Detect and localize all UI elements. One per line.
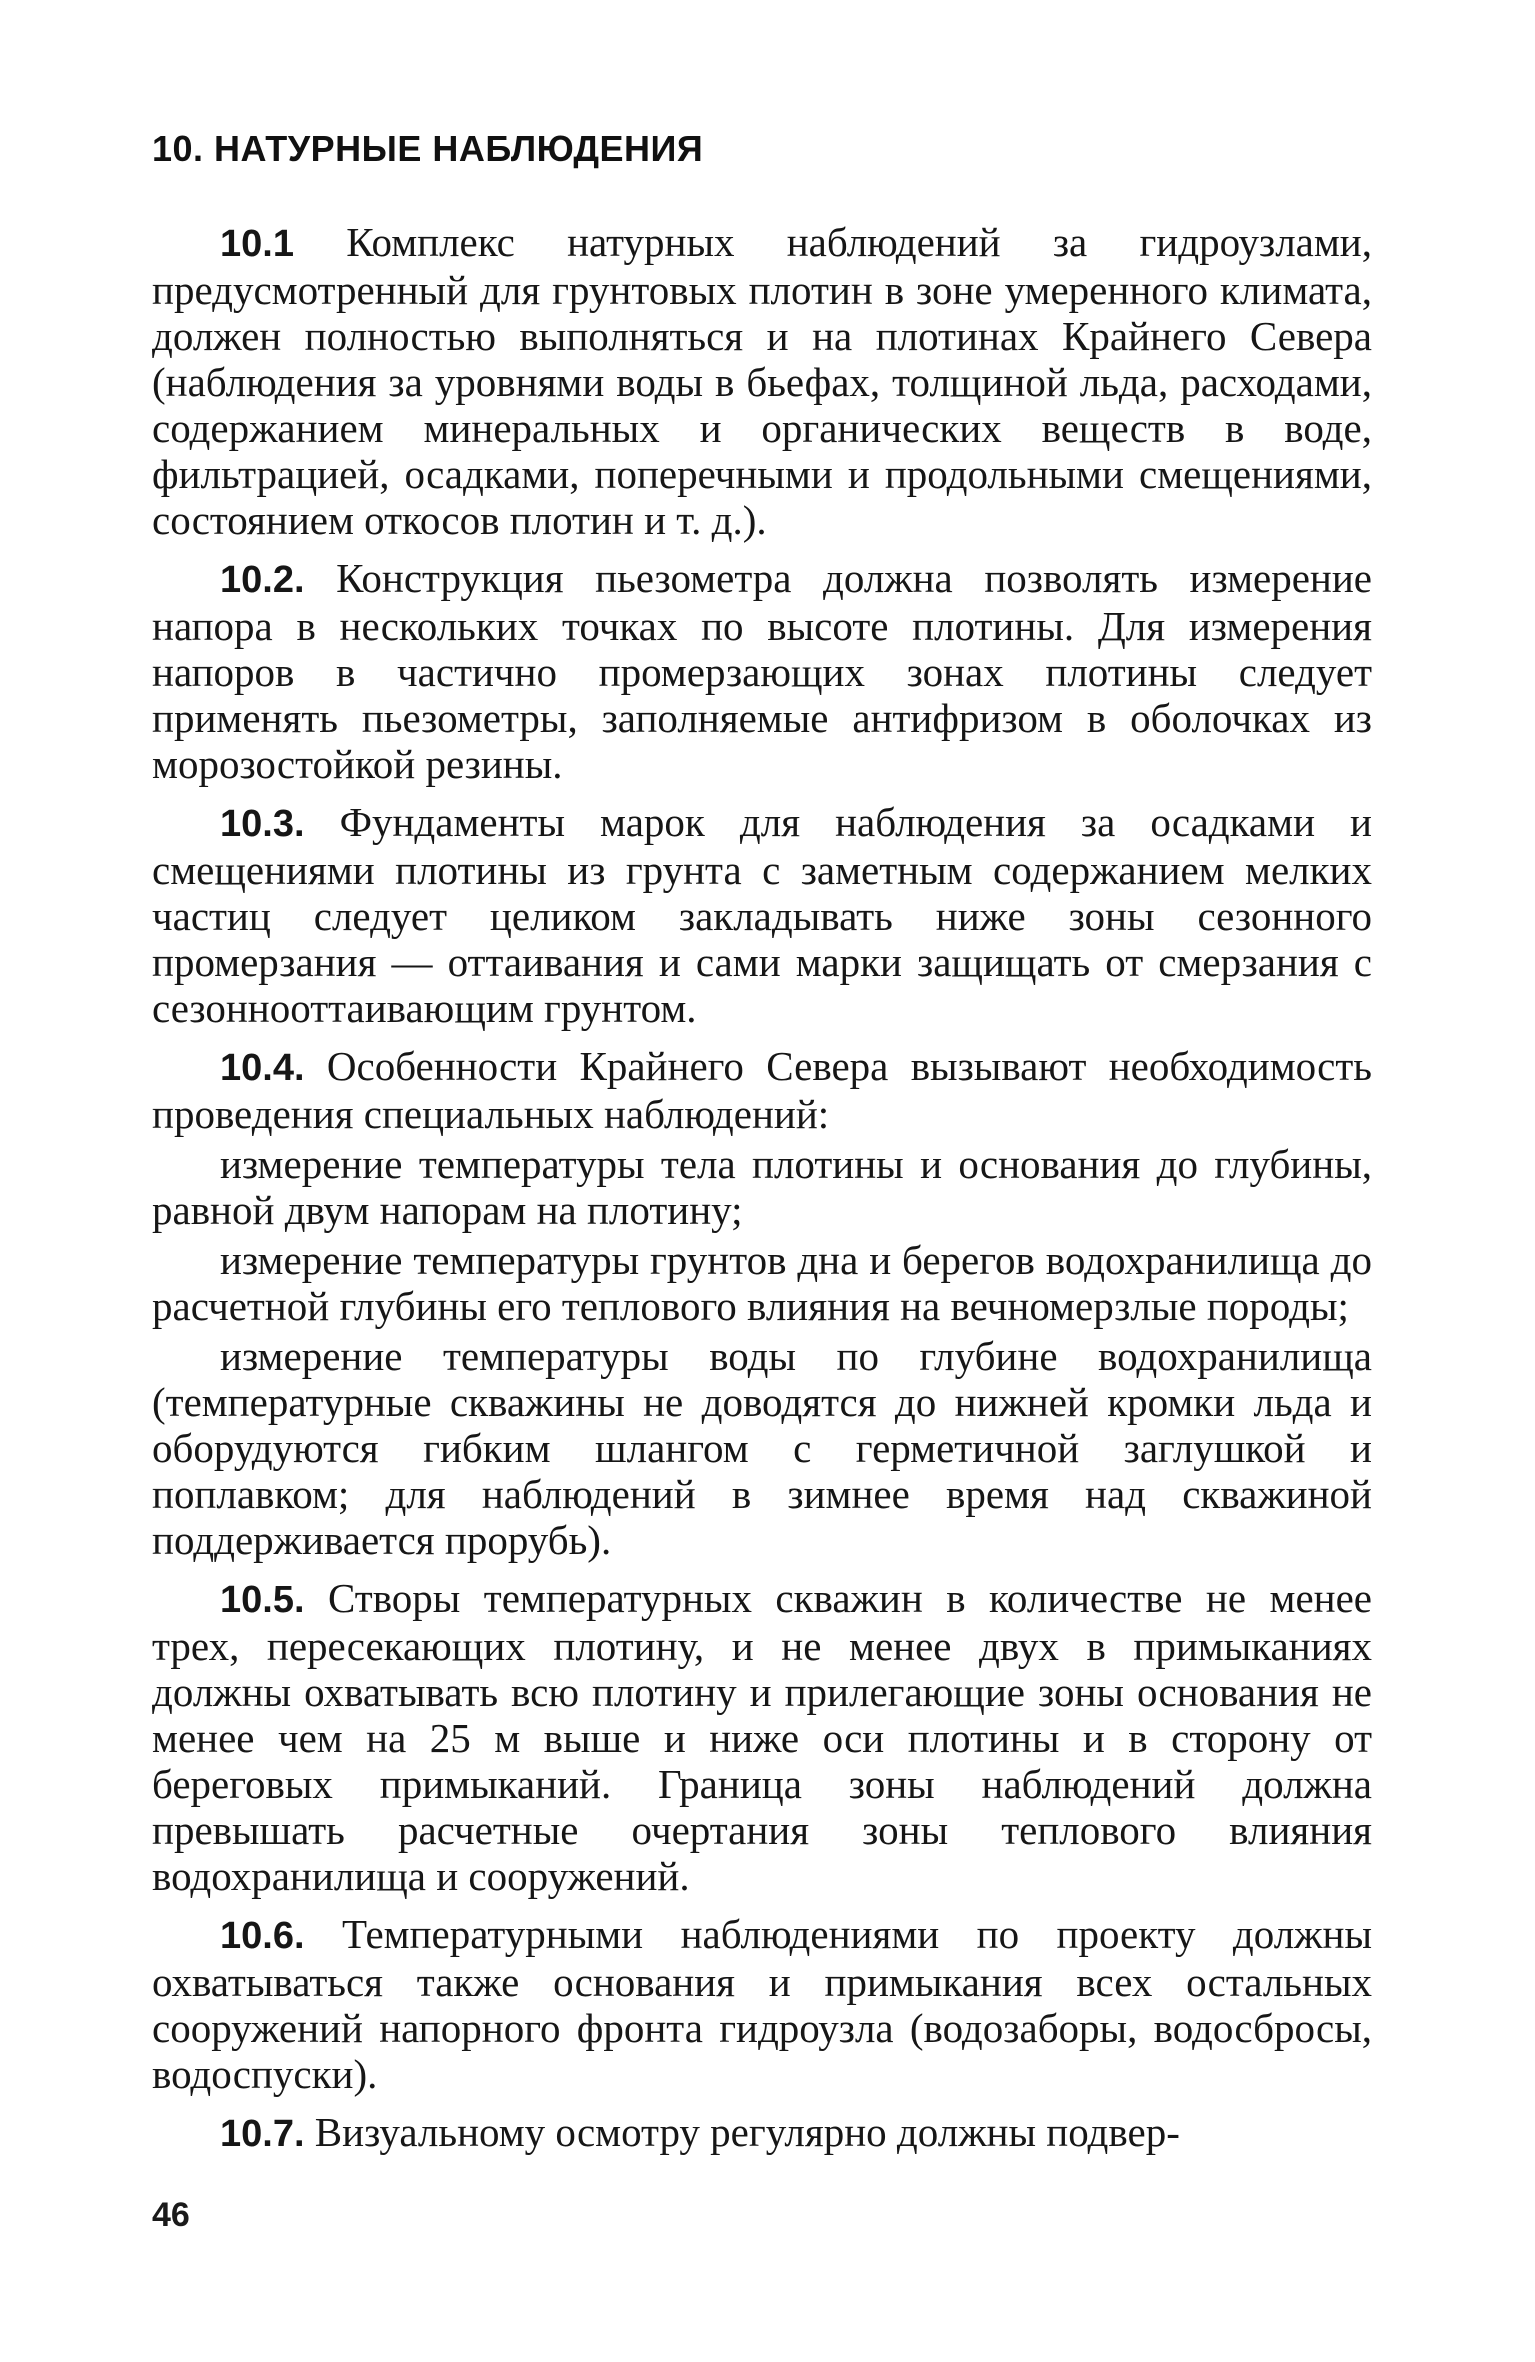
list-item: измерение температуры грунтов дна и берегов водохранилища до расчетной глубины его теплового влияния на вечномерзлые породы; — [152, 1237, 1372, 1329]
section-heading: 10. НАТУРНЫЕ НАБЛЮДЕНИЯ — [152, 128, 704, 169]
page-number: 46 — [152, 2196, 190, 2234]
paragraph-number: 10.7. — [220, 2113, 305, 2155]
paragraph-10-5 — [152, 1575, 1372, 1899]
list-item: измерение температуры тела плотины и основания до глубины, равной двум напорам на плотину; — [152, 1141, 1372, 1233]
paragraph-number: 10.3. — [220, 803, 305, 845]
paragraph-10-2 — [152, 555, 1372, 787]
paragraph-10-3 — [152, 799, 1372, 1031]
paragraph-text: Створы температурных скважин в количестве не менее трех, пересекающих плотину, и не менее двух в примыканиях должны охватывать всю плотину и прилегающие зоны основания не менее чем на 25 м выше и ниже оси плотины и в сторону от береговых примыканий. Граница зоны наблюдений должна превышать расчетные очертания зоны теплового влияния водохранилища и сооружений. — [152, 1575, 1372, 1899]
paragraph-10-1 — [152, 219, 1372, 543]
paragraph-number: 10.1 — [220, 223, 294, 265]
paragraph-number: 10.5. — [220, 1579, 305, 1621]
list-item: измерение температуры воды по глубине водохранилища (температурные скважины не доводятся до нижней кромки льда и оборудуются гибким шлангом с герметичной заглушкой и поплавком; для наблюдений в зимнее время над скважиной поддерживается прорубь). — [152, 1333, 1372, 1563]
paragraph-10-7 — [152, 2109, 1372, 2157]
paragraph-text: Температурными наблюдениями по проекту должны охватываться также основания и примыкания всех остальных сооружений напорного фронта гидроузла (водозаборы, водосбросы, водоспуски). — [152, 1911, 1372, 2097]
paragraph-text: Конструкция пьезометра должна позволять измерение напора в нескольких точках по высоте плотины. Для измерения напоров в частично промерзающих зонах плотины следует применять пьезометры, заполняемые антифризом в оболочках из морозостойкой резины. — [152, 555, 1372, 787]
paragraph-10-6 — [152, 1911, 1372, 2097]
paragraph-number: 10.2. — [220, 559, 305, 601]
paragraph-text: Особенности Крайнего Севера вызывают необходимость проведения специальных наблюдений: — [152, 1043, 1372, 1137]
paragraph-text: Визуальному осмотру регулярно должны подвер- — [304, 2109, 1180, 2155]
paragraph-text: Комплекс натурных наблюдений за гидроузлами, предусмотренный для грунтовых плотин в зоне умеренного климата, должен полностью выполняться и на плотинах Крайнего Севера (наблюдения за уровнями воды в бьефах, толщиной льда, расходами, содержанием минеральных и органических веществ в воде, фильтрацией, осадками, поперечными и продольными смещениями, состоянием откосов плотин и т. д.). — [152, 219, 1372, 543]
paragraph-10-4 — [152, 1043, 1372, 1137]
paragraph-number: 10.6. — [220, 1915, 305, 1957]
paragraph-text: Фундаменты марок для наблюдения за осадками и смещениями плотины из грунта с заметным содержанием мелких частиц следует целиком закладывать ниже зоны сезонного промерзания — оттаивания и сами марки защищать от смерзания с сезоннооттаивающим грунтом. — [152, 799, 1372, 1031]
document-body — [152, 219, 1372, 2169]
paragraph-number: 10.4. — [220, 1047, 305, 1089]
